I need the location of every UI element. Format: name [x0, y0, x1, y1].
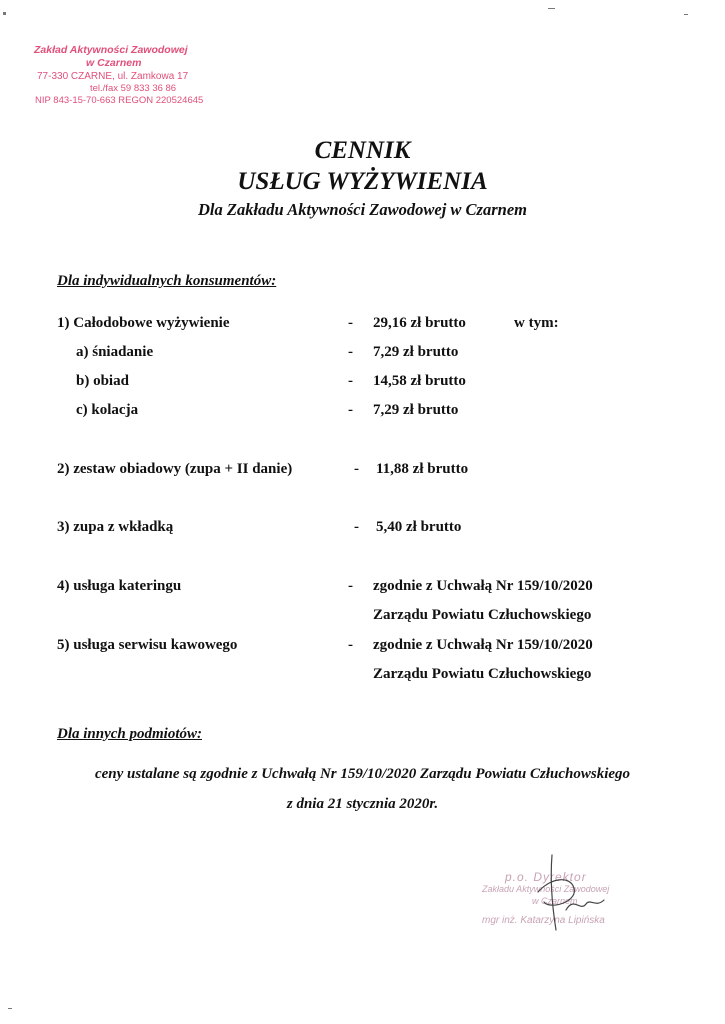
- item-1-price: 29,16 zł brutto: [373, 315, 466, 331]
- signature-line-1: p.o. Dyrektor: [505, 870, 587, 884]
- item-1-dash: -: [348, 315, 353, 331]
- stamp-line-1: Zakład Aktywności Zawodowej: [34, 44, 188, 56]
- item-3-dash: -: [354, 519, 359, 535]
- footer-line-1: ceny ustalane są zgodnie z Uchwałą Nr 159/10/2020 Zarządu Powiatu Człuchowskiego: [94, 766, 631, 782]
- item-5-label: 5) usługa serwisu kawowego: [57, 637, 238, 653]
- section-heading-other: Dla innych podmiotów:: [57, 726, 203, 742]
- item-5-price: zgodnie z Uchwałą Nr 159/10/2020: [373, 637, 593, 653]
- item-4-price: zgodnie z Uchwałą Nr 159/10/2020: [373, 578, 593, 594]
- scan-speck: [684, 14, 688, 15]
- item-1c-dash: -: [348, 402, 353, 418]
- item-1-label: 1) Całodobowe wyżywienie: [57, 315, 230, 331]
- item-1a-label: a) śniadanie: [76, 344, 154, 360]
- item-1a-dash: -: [348, 344, 353, 360]
- item-5-price-line-2: Zarządu Powiatu Człuchowskiego: [373, 666, 592, 682]
- item-4-price-line-2: Zarządu Powiatu Człuchowskiego: [373, 607, 592, 623]
- signature-line-4: mgr inż. Katarzyna Lipińska: [482, 915, 605, 926]
- item-1b-dash: -: [348, 373, 353, 389]
- section-heading-individual: Dla indywidualnych konsumentów:: [57, 273, 277, 289]
- scan-speck: [3, 12, 6, 15]
- footer-line-2: z dnia 21 stycznia 2020r.: [286, 796, 439, 812]
- handwritten-signature: [530, 850, 610, 935]
- item-5-dash: -: [348, 637, 353, 653]
- item-1c-price: 7,29 zł brutto: [373, 402, 459, 418]
- item-1a-price: 7,29 zł brutto: [373, 344, 459, 360]
- page-subtitle: USŁUG WYŻYWIENIA: [237, 168, 488, 195]
- item-2-label: 2) zestaw obiadowy (zupa + II danie): [57, 461, 293, 477]
- item-3-label: 3) zupa z wkładką: [57, 519, 174, 535]
- scan-speck: [8, 1008, 12, 1009]
- scan-speck: [548, 8, 555, 9]
- stamp-line-3: 77-330 CZARNE, ul. Zamkowa 17: [37, 71, 189, 82]
- item-1c-label: c) kolacja: [76, 402, 139, 418]
- page-title: CENNIK: [314, 137, 411, 164]
- item-1-note: w tym:: [514, 315, 559, 331]
- stamp-line-4: tel./fax 59 833 36 86: [90, 83, 177, 94]
- page-subtitle-organization: Dla Zakładu Aktywności Zawodowej w Czarnem: [198, 200, 527, 219]
- stamp-line-5: NIP 843-15-70-663 REGON 220524645: [35, 95, 204, 106]
- item-2-dash: -: [354, 461, 359, 477]
- signature-line-2: Zakładu Aktywności Zawodowej: [482, 884, 610, 894]
- item-4-dash: -: [348, 578, 353, 594]
- stamp-line-2: w Czarnem: [86, 57, 142, 69]
- item-3-price: 5,40 zł brutto: [376, 519, 462, 535]
- signature-line-3: w Czarnem: [532, 896, 578, 906]
- item-4-label: 4) usługa kateringu: [57, 578, 182, 594]
- item-1b-label: b) obiad: [76, 373, 129, 389]
- item-2-price: 11,88 zł brutto: [376, 461, 469, 477]
- item-1b-price: 14,58 zł brutto: [373, 373, 466, 389]
